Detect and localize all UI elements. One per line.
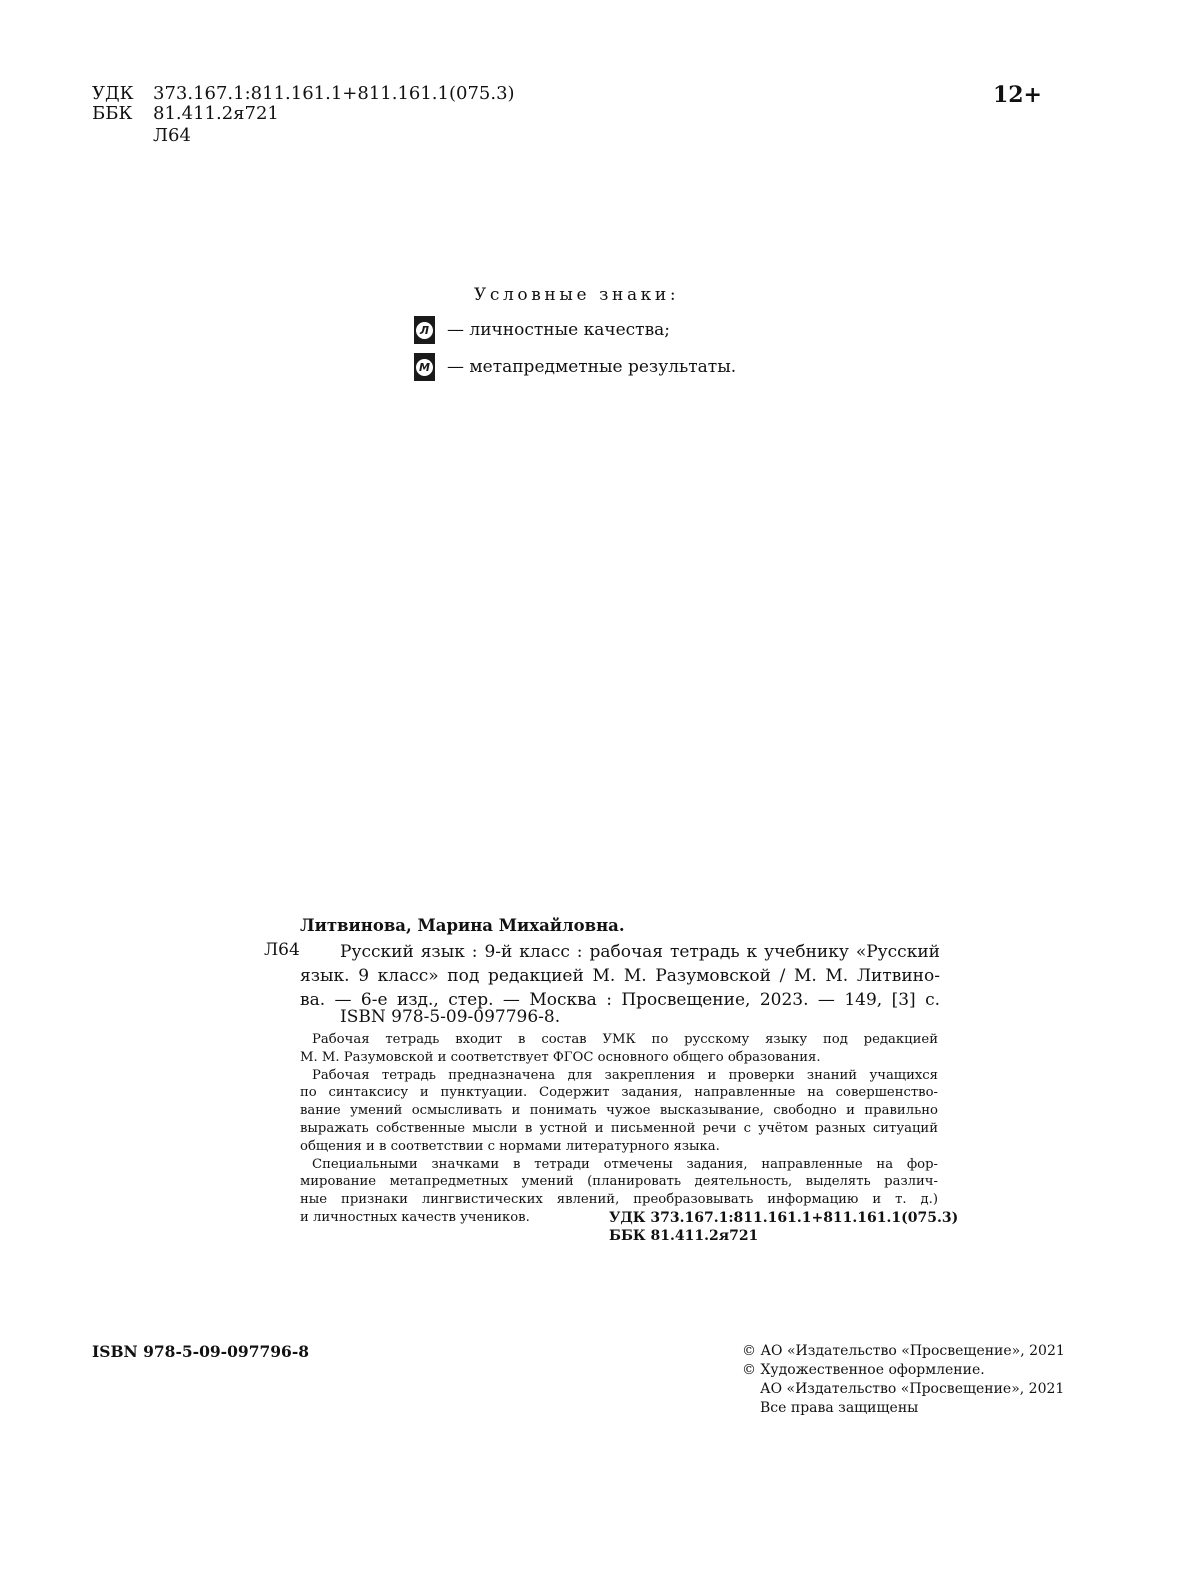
legend-item-personal bbox=[414, 316, 670, 344]
annotation-line: М. М. Разумовской и соответствует ФГОС основного общего образования. bbox=[300, 1049, 821, 1065]
annotation-line: выражать собственные мысли в устной и письменной речи с учётом разных ситуаций bbox=[300, 1120, 938, 1136]
bbk-value: 81.411.2я721 bbox=[153, 103, 279, 124]
bbk-row bbox=[92, 102, 279, 126]
annotation-line: Специальными значками в тетради отмечены задания, направленные на фор- bbox=[312, 1156, 938, 1172]
copyright-line: © АО «Издательство «Просвещение», 2021 bbox=[742, 1343, 1065, 1359]
annotation-line: общения и в соответствии с нормами литературного языка. bbox=[300, 1138, 720, 1154]
metasubject-results-badge-icon bbox=[414, 353, 435, 381]
age-rating: 12+ bbox=[992, 82, 1042, 108]
udk-value: 373.167.1:811.161.1+811.161.1(075.3) bbox=[153, 83, 515, 104]
catalog-code: Л64 bbox=[264, 940, 300, 960]
copyright-line: © Художественное оформление. bbox=[742, 1362, 985, 1378]
footer-isbn: ISBN 978-5-09-097796-8 bbox=[92, 1342, 310, 1361]
annotation bbox=[300, 1031, 938, 1227]
annotation-line: мирование метапредметных умений (планировать деятельность, выделять различ- bbox=[300, 1174, 938, 1190]
bib-line: ва. — 6-е изд., стер. — Москва : Просвещение, 2023. — 149, [3] с. bbox=[300, 990, 940, 1010]
annotation-line: Рабочая тетрадь предназначена для закрепления и проверки знаний учащихся bbox=[312, 1067, 938, 1083]
annotation-line: вание умений осмысливать и понимать чужое высказывание, свободно и правильно bbox=[300, 1103, 938, 1119]
annotation-line: по синтаксису и пунктуации. Содержит задания, направленные на совершенство- bbox=[300, 1085, 938, 1101]
badge-letter: М bbox=[416, 359, 433, 376]
catalog-isbn: ISBN 978-5-09-097796-8. bbox=[340, 1007, 561, 1027]
udk-label: УДК bbox=[92, 83, 134, 104]
badge-letter: Л bbox=[416, 322, 433, 339]
catalog-bbk: ББК 81.411.2я721 bbox=[609, 1228, 759, 1244]
author-mark-row bbox=[92, 124, 191, 148]
annotation-line: и личностных качеств учеников. bbox=[300, 1209, 530, 1225]
bib-line: язык. 9 класс» под редакцией М. М. Разумовской / М. М. Литвино- bbox=[300, 966, 940, 986]
legend-item-text: — метапредметные результаты. bbox=[447, 357, 737, 377]
bbk-label: ББК bbox=[92, 103, 133, 124]
copyright-line: АО «Издательство «Просвещение», 2021 bbox=[760, 1381, 1065, 1397]
copyright-line: Все права защищены bbox=[760, 1400, 919, 1416]
annotation-line: ные признаки лингвистических явлений, преобразовывать информацию и т. д.) bbox=[300, 1192, 938, 1208]
legend-item-text: — личностные качества; bbox=[447, 320, 671, 340]
personal-qualities-badge-icon bbox=[414, 316, 435, 344]
annotation-line: Рабочая тетрадь входит в состав УМК по русскому языку под редакцией bbox=[312, 1032, 938, 1047]
catalog-author: Литвинова, Марина Михайловна. bbox=[300, 916, 625, 935]
legend-item-metasubject bbox=[414, 353, 736, 381]
bibliographic-description bbox=[300, 940, 940, 1012]
legend-title: Условные знаки: bbox=[474, 285, 680, 305]
author-mark: Л64 bbox=[153, 125, 191, 146]
bib-line: Русский язык : 9-й класс : рабочая тетрадь к учебнику «Русский bbox=[340, 942, 940, 962]
catalog-udk: УДК 373.167.1:811.161.1+811.161.1(075.3) bbox=[609, 1210, 959, 1226]
